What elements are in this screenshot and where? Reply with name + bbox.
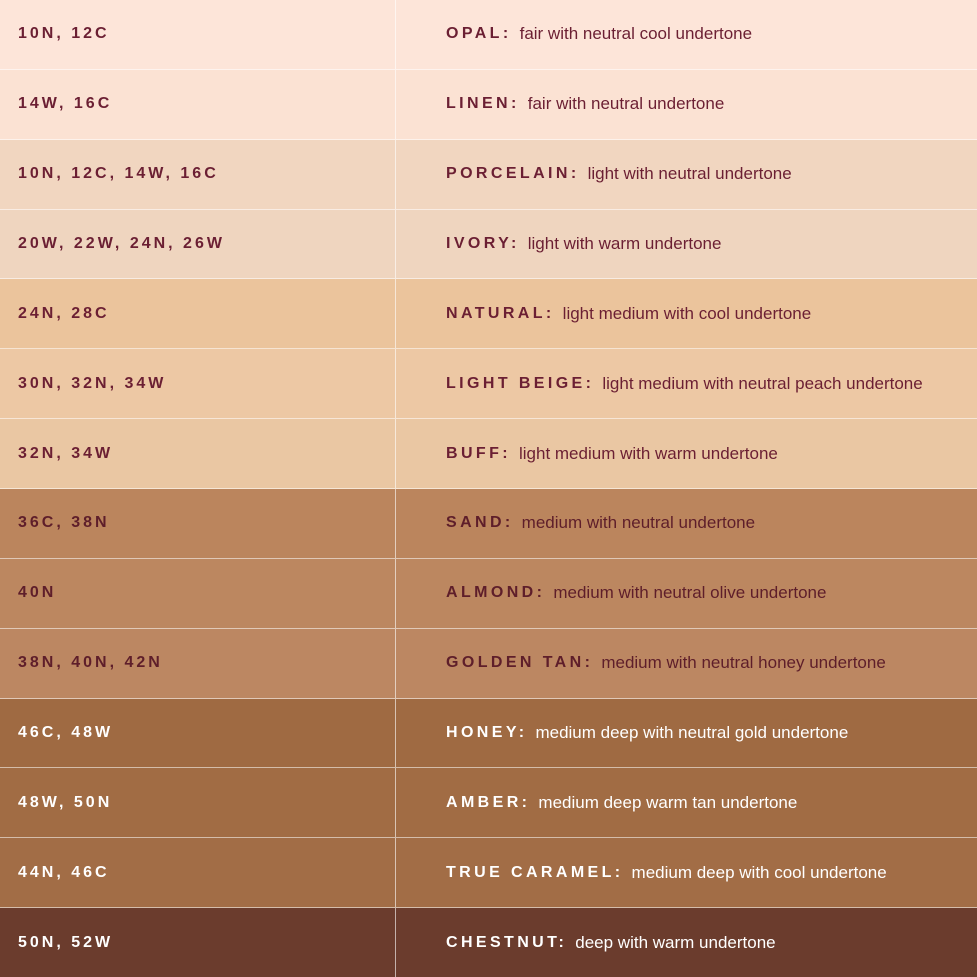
shade-description: light with warm undertone (527, 234, 722, 253)
shade-name: SAND: (446, 514, 514, 532)
shade-description-cell (396, 349, 977, 418)
table-row (0, 0, 977, 70)
shade-description: light medium with warm undertone (518, 443, 778, 463)
shade-description-cell (396, 559, 977, 628)
shade-codes: 50N, 52W (0, 908, 396, 977)
shade-description-cell (396, 629, 977, 698)
table-row (0, 70, 977, 140)
shade-name: HONEY: (446, 724, 528, 742)
shade-description: medium with neutral honey undertone (601, 653, 886, 673)
shade-description-cell (396, 279, 977, 348)
table-row (0, 279, 977, 349)
table-row (0, 419, 977, 489)
shade-description: medium with neutral olive undertone (553, 583, 827, 603)
shade-description-cell (396, 419, 977, 488)
shade-name: LINEN: (446, 95, 520, 113)
shade-description-cell (396, 908, 977, 977)
shade-description: medium deep warm tan undertone (538, 792, 798, 812)
shade-description-cell (396, 210, 977, 279)
shade-name: LIGHT BEIGE: (446, 374, 595, 392)
shade-name: CHESTNUT: (446, 933, 568, 951)
shade-name: OPAL: (446, 25, 512, 43)
shade-description-cell (396, 768, 977, 837)
table-row (0, 210, 977, 280)
table-row (0, 349, 977, 419)
shade-codes: 10N, 12C (0, 0, 396, 69)
shade-codes: 24N, 28C (0, 279, 396, 348)
shade-codes: 14W, 16C (0, 70, 396, 139)
shade-codes: 38N, 40N, 42N (0, 629, 396, 698)
shade-codes: 44N, 46C (0, 838, 396, 907)
table-row (0, 489, 977, 559)
table-row (0, 629, 977, 699)
shade-codes: 32N, 34W (0, 419, 396, 488)
shade-description-cell (396, 140, 977, 209)
table-row (0, 838, 977, 908)
shade-name: BUFF: (446, 444, 511, 462)
shade-codes: 30N, 32N, 34W (0, 349, 396, 418)
shade-description: light medium with cool undertone (562, 303, 812, 323)
shade-description-cell (396, 0, 977, 69)
table-row (0, 699, 977, 769)
shade-name: GOLDEN TAN: (446, 654, 594, 672)
shade-name: PORCELAIN: (446, 165, 580, 183)
shade-description: medium deep with neutral gold undertone (535, 723, 849, 743)
shade-description: medium deep with cool undertone (631, 862, 887, 882)
shade-name: ALMOND: (446, 584, 546, 602)
shade-description-cell (396, 70, 977, 139)
shade-name: IVORY: (446, 235, 520, 252)
shade-description: fair with neutral undertone (527, 94, 725, 114)
shade-description: medium with neutral undertone (521, 513, 756, 533)
shade-description: light with neutral undertone (587, 164, 792, 184)
shade-description-cell (396, 489, 977, 558)
shade-codes: 48W, 50N (0, 768, 396, 837)
table-row (0, 908, 977, 977)
shade-name: NATURAL: (446, 304, 555, 322)
shade-description-cell (396, 838, 977, 907)
shade-description: deep with warm undertone (575, 932, 776, 952)
shade-codes: 36C, 38N (0, 489, 396, 558)
table-row (0, 768, 977, 838)
shade-codes: 46C, 48W (0, 699, 396, 768)
shade-codes: 10N, 12C, 14W, 16C (0, 140, 396, 209)
shade-description-cell (396, 699, 977, 768)
shade-codes: 20W, 22W, 24N, 26W (0, 210, 396, 279)
shade-name: TRUE CARAMEL: (446, 863, 624, 881)
shade-codes: 40N (0, 559, 396, 628)
shade-description: fair with neutral cool undertone (519, 24, 753, 44)
table-row (0, 140, 977, 210)
shade-name: AMBER: (446, 793, 531, 811)
shade-description: light medium with neutral peach undertone (602, 373, 923, 393)
table-row (0, 559, 977, 629)
